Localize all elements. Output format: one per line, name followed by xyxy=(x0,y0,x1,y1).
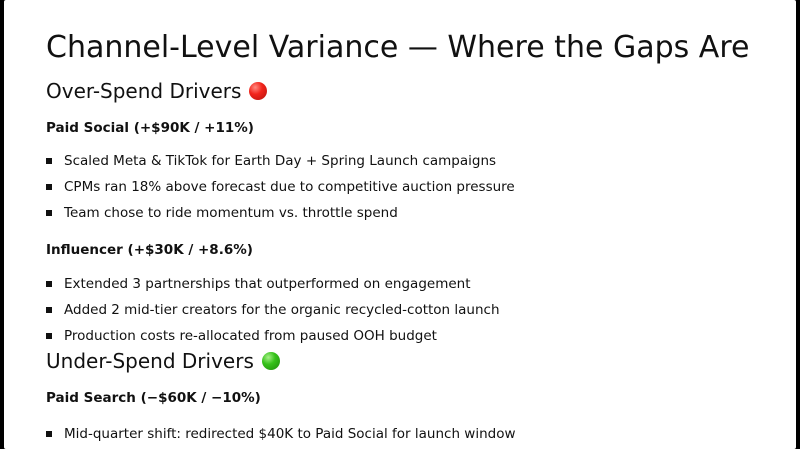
bullet-item xyxy=(46,425,516,443)
bullet-item xyxy=(46,327,437,345)
underspend-heading xyxy=(46,348,280,374)
bullet-square-icon xyxy=(46,281,52,287)
slide-title: Channel-Level Variance — Where the Gaps Are xyxy=(46,30,750,65)
red-circle-icon xyxy=(249,82,267,100)
influencer-subheading: Influencer (+$30K / +8.6%) xyxy=(46,242,253,258)
bullet-item xyxy=(46,152,496,170)
bullet-text: Scaled Meta & TikTok for Earth Day + Spring Launch campaigns xyxy=(64,153,497,169)
bullet-text: Production costs re-allocated from paused OOH budget xyxy=(64,328,437,344)
bullet-square-icon xyxy=(46,333,52,339)
paid-social-subheading: Paid Social (+$90K / +11%) xyxy=(46,120,254,136)
bullet-square-icon xyxy=(46,431,52,437)
slide xyxy=(4,0,796,449)
bullet-item xyxy=(46,275,471,293)
bullet-square-icon xyxy=(46,307,52,313)
bullet-text: CPMs ran 18% above forecast due to competitive auction pressure xyxy=(64,179,515,195)
bullet-square-icon xyxy=(46,184,52,190)
green-circle-icon xyxy=(262,352,280,370)
bullet-text: Added 2 mid-tier creators for the organic recycled-cotton launch xyxy=(64,302,500,318)
bullet-square-icon xyxy=(46,158,52,164)
bullet-text: Extended 3 partnerships that outperformed on engagement xyxy=(64,276,471,292)
bullet-square-icon xyxy=(46,210,52,216)
bullet-text: Team chose to ride momentum vs. throttle spend xyxy=(64,205,398,221)
overspend-heading xyxy=(46,78,267,104)
bullet-item xyxy=(46,204,398,222)
paid-search-subheading: Paid Search (−$60K / −10%) xyxy=(46,390,261,406)
underspend-heading-label: Under-Spend Drivers xyxy=(46,349,254,373)
overspend-heading-label: Over-Spend Drivers xyxy=(46,79,242,103)
bullet-item xyxy=(46,301,500,319)
bullet-item xyxy=(46,178,515,196)
bullet-text: Mid-quarter shift: redirected $40K to Paid Social for launch window xyxy=(64,426,516,442)
